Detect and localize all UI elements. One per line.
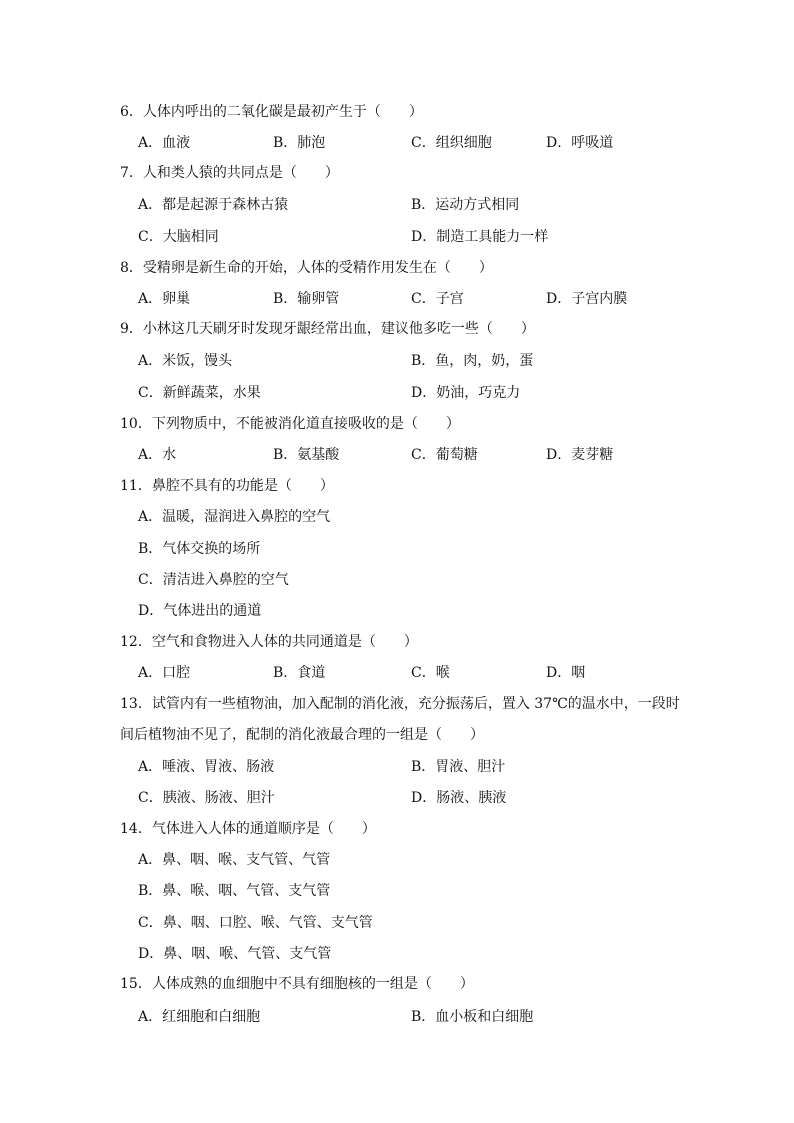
question-stem-line-1: 13．试管内有一些植物油，加入配制的消化液，充分振荡后，置入 37℃的温水中，一段时: [120, 696, 680, 712]
question-stem: 7．人和类人猿的共同点是（ ）: [120, 165, 339, 181]
option-a: A．口腔: [138, 665, 191, 681]
option-c: C．喉: [411, 665, 450, 681]
option-a: A．唾液、胃液、肠液: [138, 759, 275, 775]
option-b: B．胃液、胆汁: [411, 759, 506, 775]
option-d: D．鼻、咽、喉、气管、支气管: [138, 946, 332, 962]
question-stem: 8．受精卵是新生命的开始，人体的受精作用发生在（ ）: [120, 260, 493, 276]
question-stem-line-2: 间后植物油不见了，配制的消化液最合理的一组是（ ）: [120, 727, 484, 743]
question-stem: 11．鼻腔不具有的功能是（ ）: [120, 478, 334, 494]
option-b: B．输卵管: [273, 291, 340, 307]
question-stem: 6．人体内呼出的二氧化碳是最初产生于（ ）: [120, 104, 423, 120]
question-stem: 14．气体进入人体的通道顺序是（ ）: [120, 821, 376, 837]
option-c: C．清洁进入鼻腔的空气: [138, 572, 289, 588]
option-a: A．血液: [138, 135, 191, 151]
option-b: B．鱼，肉，奶，蛋: [411, 353, 534, 369]
option-b: B．血小板和白细胞: [411, 1009, 534, 1025]
option-c: C．大脑相同: [138, 229, 219, 245]
option-b: B．食道: [273, 665, 326, 681]
option-c: C．子宫: [411, 291, 464, 307]
option-a: A．卵巢: [138, 291, 191, 307]
option-a: A．温暖，湿润进入鼻腔的空气: [138, 509, 331, 525]
option-c: C．鼻、咽、口腔、喉、气管、支气管: [138, 915, 373, 931]
option-b: B．运动方式相同: [411, 197, 520, 213]
option-c: C．胰液、肠液、胆汁: [138, 790, 275, 806]
option-d: D．肠液、胰液: [411, 790, 507, 806]
question-stem: 10．下列物质中，不能被消化道直接吸收的是（ ）: [120, 416, 460, 432]
option-a: A．都是起源于森林古猿: [138, 197, 289, 213]
option-d: D．子宫内膜: [546, 291, 628, 307]
option-b: B．肺泡: [273, 135, 326, 151]
option-d: D．气体进出的通道: [138, 603, 262, 619]
option-b: B．气体交换的场所: [138, 541, 261, 557]
option-c: C．新鲜蔬菜，水果: [138, 385, 261, 401]
option-a: A．米饭，馒头: [138, 353, 233, 369]
option-d: D．咽: [546, 665, 586, 681]
question-stem: 9．小林这几天刷牙时发现牙龈经常出血，建议他多吃一些（ ）: [120, 321, 535, 337]
option-b: B．氨基酸: [273, 447, 340, 463]
option-d: D．制造工具能力一样: [411, 229, 549, 245]
option-d: D．奶油，巧克力: [411, 385, 521, 401]
question-stem: 15．人体成熟的血细胞中不具有细胞核的一组是（ ）: [120, 976, 474, 992]
option-d: D．呼吸道: [546, 135, 614, 151]
option-a: A．鼻、咽、喉、支气管、气管: [138, 852, 331, 868]
option-a: A．水: [138, 447, 177, 463]
question-stem: 12．空气和食物进入人体的共同通道是（ ）: [120, 634, 418, 650]
option-d: D．麦芽糖: [546, 447, 614, 463]
option-c: C．葡萄糖: [411, 447, 478, 463]
option-c: C．组织细胞: [411, 135, 492, 151]
option-b: B．鼻、喉、咽、气管、支气管: [138, 883, 331, 899]
option-a: A．红细胞和白细胞: [138, 1009, 261, 1025]
